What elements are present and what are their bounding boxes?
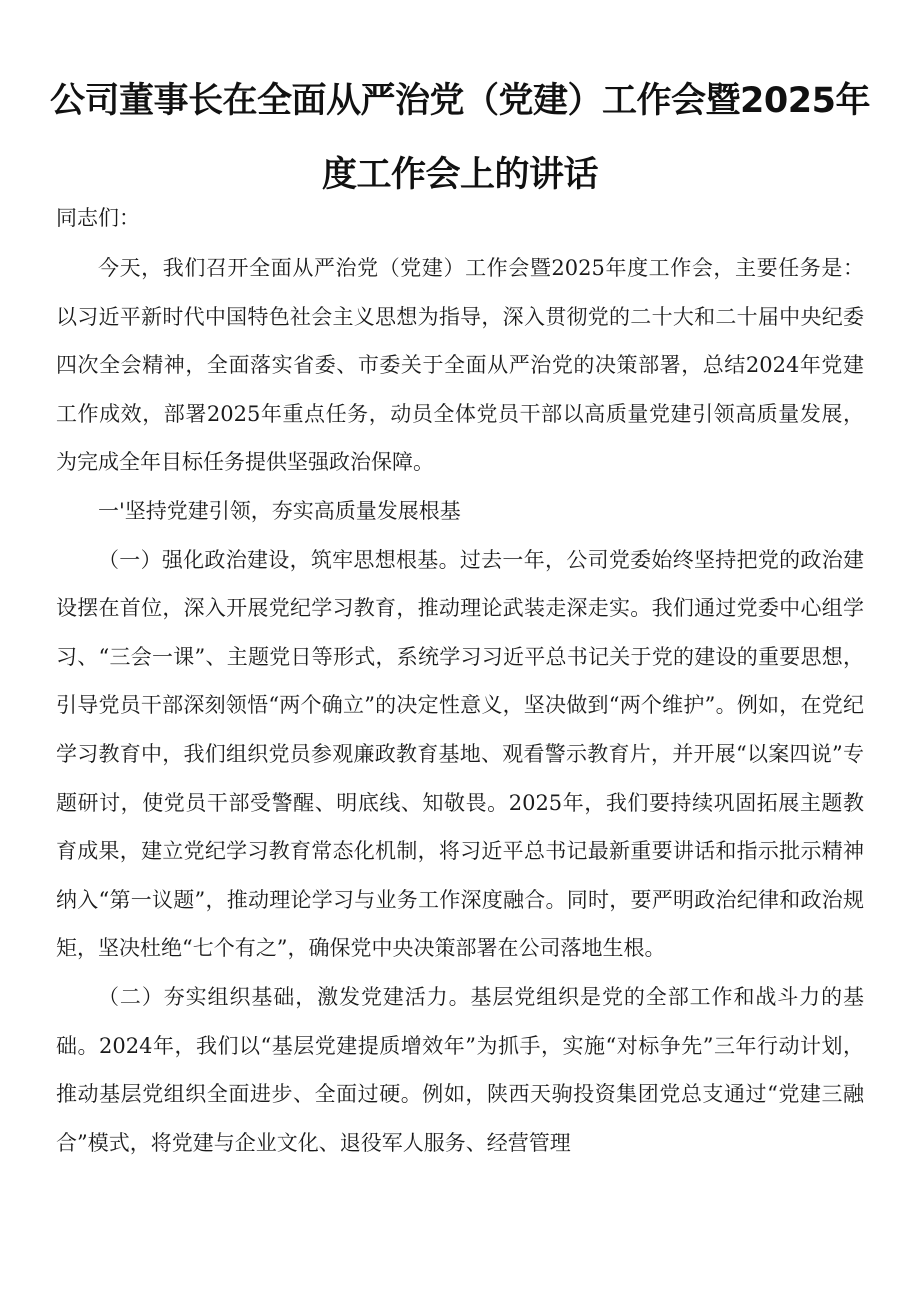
paragraph-section-1-2: （二）夯实组织基础，激发党建活力。基层党组织是党的全部工作和战斗力的基础。2024年，我们以“基层党建提质增效年”为抓手，实施“对标争先”三年行动计划，推动基层党组织全面进步、全面过硬。例如，陕西天驹投资集团党总支通过“党建三融合”模式，将党建与企业文化、退役军人服务、经营管理 (56, 984, 864, 1155)
document-title: 公司董事长在全面从严治党（党建）工作会暨2025年度工作会上的讲话 (50, 81, 870, 195)
section-heading-1: 一'坚持党建引领，夯实高质量发展根基 (98, 498, 461, 523)
paragraph-section-1-1: （一）强化政治建设，筑牢思想根基。过去一年，公司党委始终坚持把党的政治建设摆在首位，深入开展党纪学习教育，推动理论武装走深走实。我们通过党委中心组学习、“三会一课”、主题党日等形式，系统学习习近平总书记关于党的建设的重要思想，引导党员干部深刻领悟“两个确立”的决定性意义，坚决做到“两个维护”。例如，在党纪学习教育中，我们组织党员参观廉政教育基地、观看警示教育片，并开展“以案四说”专题研讨，使党员干部受警醒、明底线、知敬畏。2025年，我们要持续巩固拓展主题教育成果，建立党纪学习教育常态化机制，将习近平总书记最新重要讲话和指示批示精神纳入“第一议题”，推动理论学习与业务工作深度融合。同时，要严明政治纪律和政治规矩，坚决杜绝“七个有之”，确保党中央决策部署在公司落地生根。 (56, 547, 864, 961)
document-body (56, 194, 864, 1167)
paragraph-intro: 今天，我们召开全面从严治党（党建）工作会暨2025年度工作会，主要任务是：以习近平新时代中国特色社会主义思想为指导，深入贯彻党的二十大和二十届中央纪委四次全会精神，全面落实省委、市委关于全面从严治党的决策部署，总结2024年党建工作成效，部署2025年重点任务，动员全体党员干部以高质量党建引领高质量发展，为完成全年目标任务提供坚强政治保障。 (56, 256, 864, 475)
salutation: 同志们： (56, 206, 140, 230)
